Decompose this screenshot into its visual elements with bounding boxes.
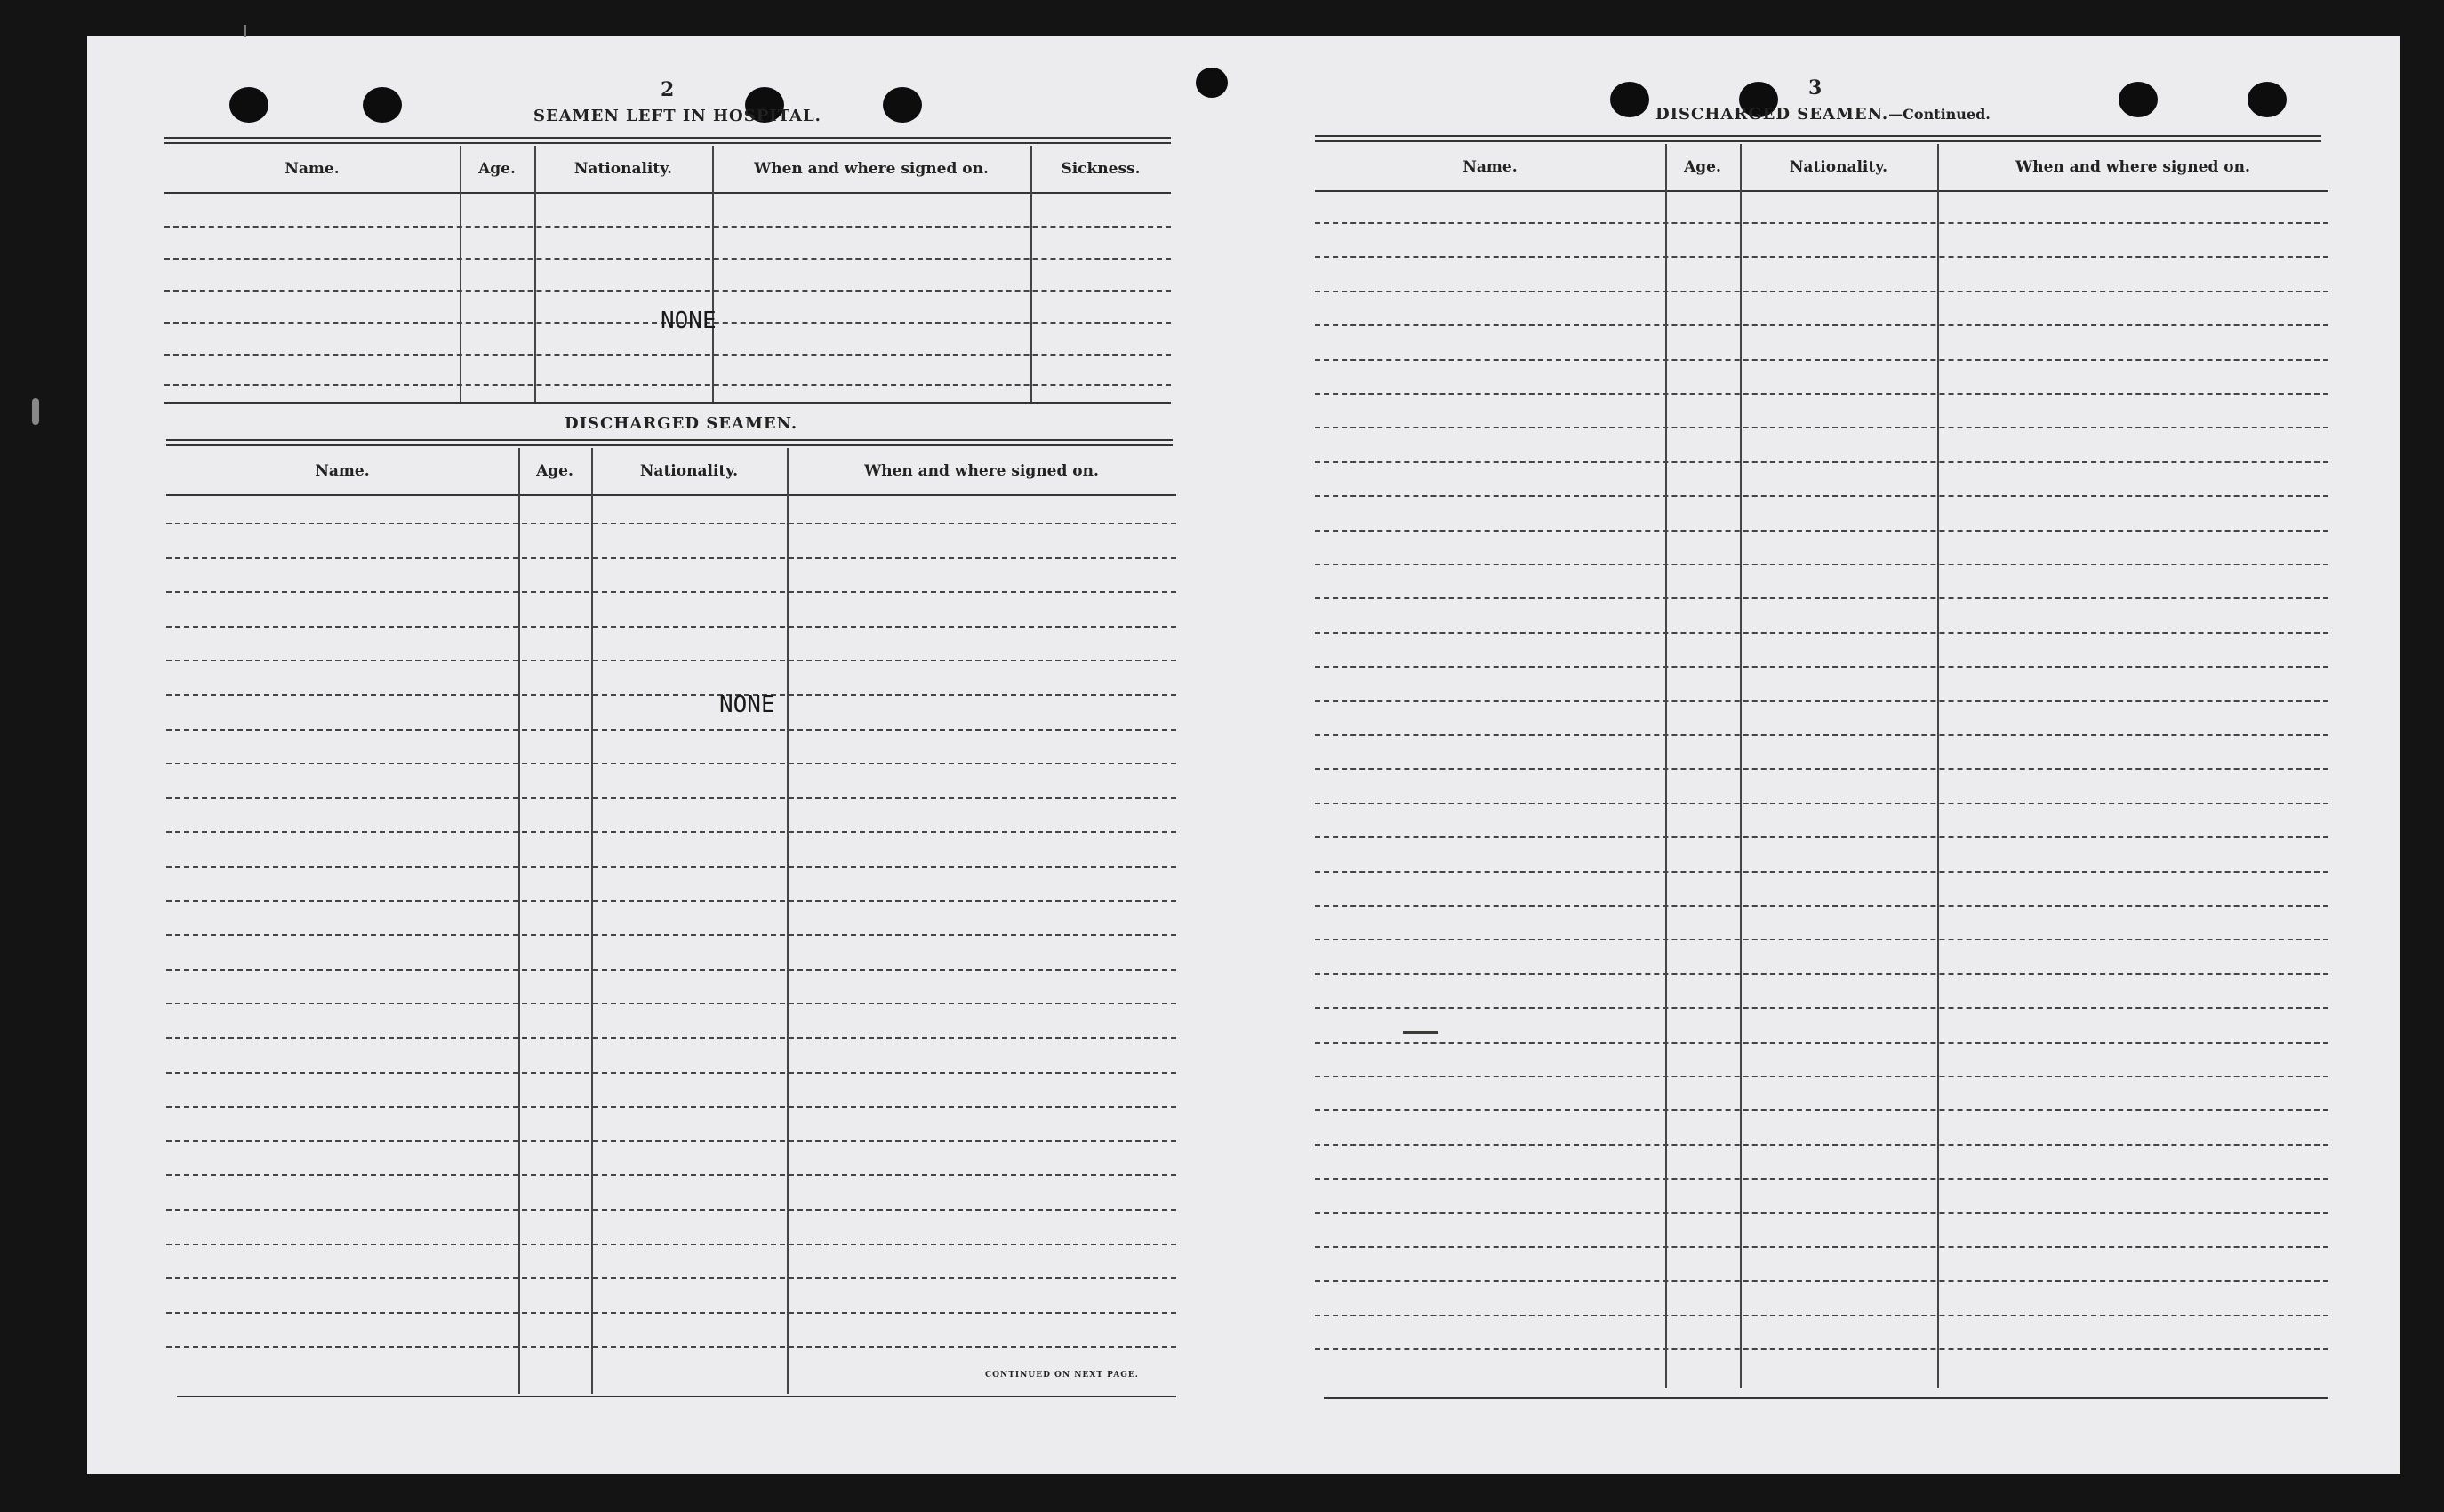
column-divider	[1740, 144, 1742, 1388]
discharged-continued-table	[1315, 144, 2328, 1403]
hospital-table	[164, 146, 1171, 404]
ruled-line	[166, 557, 1176, 559]
ruled-line	[166, 660, 1176, 661]
ruled-line	[1315, 871, 2328, 873]
ruled-line	[166, 797, 1176, 799]
ruled-line	[166, 1244, 1176, 1245]
ruled-line	[1315, 1348, 2328, 1350]
ruled-line	[1315, 1315, 2328, 1316]
scan-mark	[32, 398, 39, 425]
document-sheet	[87, 36, 2400, 1474]
title-text: DISCHARGED SEAMEN.	[1655, 105, 1889, 124]
ruled-line	[166, 1312, 1176, 1314]
ruled-line	[166, 1346, 1176, 1348]
column-header-nationality: Nationality.	[573, 160, 673, 178]
punch-hole	[2119, 82, 2158, 117]
punch-hole	[1196, 68, 1228, 98]
ruled-line	[164, 258, 1171, 260]
column-divider	[1937, 144, 1939, 1388]
column-divider	[460, 146, 461, 404]
ruled-line	[1315, 1109, 2328, 1111]
ruled-line	[164, 354, 1171, 356]
column-header-nationality: Nationality.	[1789, 158, 1888, 176]
column-header-age: Age.	[536, 462, 573, 480]
ruled-line	[1315, 905, 2328, 907]
ruled-line	[166, 591, 1176, 593]
column-divider	[712, 146, 714, 404]
ruled-line	[1315, 1042, 2328, 1044]
continued-note: CONTINUED ON NEXT PAGE.	[985, 1371, 1139, 1380]
ruled-line	[1315, 1178, 2328, 1180]
ruled-line	[1315, 1280, 2328, 1282]
ruled-line	[166, 763, 1176, 764]
column-header-sickness: Sickness.	[1061, 160, 1141, 178]
ruled-line	[1315, 461, 2328, 463]
scan-mark	[1403, 1031, 1438, 1034]
ruled-line	[1315, 700, 2328, 702]
ruled-line	[166, 1174, 1176, 1176]
ruled-line	[166, 626, 1176, 628]
table-bottom-rule	[177, 1396, 1176, 1397]
ruled-line	[1315, 1246, 2328, 1248]
ruled-line	[1315, 324, 2328, 326]
ruled-line	[166, 866, 1176, 868]
ruled-line	[166, 1106, 1176, 1108]
ruled-line	[1315, 291, 2328, 292]
ruled-line	[1315, 495, 2328, 497]
table-bottom-rule	[1324, 1397, 2328, 1399]
column-header-name: Name.	[315, 462, 370, 480]
ruled-line	[166, 1037, 1176, 1039]
column-divider	[787, 448, 789, 1394]
ruled-line	[1315, 597, 2328, 599]
section-title-hospital: SEAMEN LEFT IN HOSPITAL.	[533, 107, 821, 125]
ruled-line	[1315, 973, 2328, 975]
discharged-table	[166, 448, 1176, 1401]
ruled-line	[166, 694, 1176, 696]
title-rule	[164, 137, 1171, 144]
ruled-line	[166, 900, 1176, 902]
ruled-line	[1315, 256, 2328, 258]
punch-hole	[883, 87, 922, 123]
column-header-age: Age.	[478, 160, 516, 178]
ruled-line	[166, 934, 1176, 936]
ruled-line	[166, 1277, 1176, 1279]
ruled-line	[1315, 734, 2328, 736]
stamp-none: NONE	[661, 308, 717, 334]
ruled-line	[1315, 427, 2328, 428]
table-bottom-rule	[164, 402, 1171, 404]
column-header-nationality: Nationality.	[639, 462, 739, 480]
page-number: 2	[661, 78, 675, 101]
stamp-none: NONE	[719, 692, 775, 718]
ruled-line	[1315, 359, 2328, 361]
column-divider	[1665, 144, 1667, 1388]
section-title-discharged: DISCHARGED SEAMEN.	[565, 414, 798, 433]
column-divider	[534, 146, 536, 404]
ruled-line	[166, 1072, 1176, 1074]
ruled-line	[1315, 222, 2328, 224]
ruled-line	[166, 1209, 1176, 1211]
ruled-line	[164, 226, 1171, 228]
ruled-line	[1315, 1007, 2328, 1009]
ruled-line	[164, 290, 1171, 292]
ruled-line	[1315, 803, 2328, 804]
punch-hole	[229, 87, 268, 123]
column-header-name: Name.	[284, 160, 340, 178]
ruled-line	[1315, 1144, 2328, 1146]
ruled-line	[1315, 1076, 2328, 1077]
column-divider	[591, 448, 593, 1394]
ruled-line	[1315, 939, 2328, 940]
ruled-line	[1315, 393, 2328, 395]
column-divider	[518, 448, 520, 1394]
column-divider	[1030, 146, 1032, 404]
scan-mark	[244, 25, 246, 37]
punch-hole	[2248, 82, 2287, 117]
punch-hole	[1610, 82, 1649, 117]
column-header-signed-on: When and where signed on.	[754, 160, 989, 178]
ruled-line	[164, 384, 1171, 386]
title-rule	[1315, 135, 2321, 142]
ruled-line	[1315, 1212, 2328, 1214]
ruled-line	[1315, 768, 2328, 770]
ruled-line	[166, 523, 1176, 524]
ruled-line	[166, 1003, 1176, 1004]
ruled-line	[1315, 836, 2328, 838]
ruled-line	[1315, 632, 2328, 634]
ruled-line	[166, 969, 1176, 971]
ruled-line	[166, 729, 1176, 731]
column-header-age: Age.	[1684, 158, 1721, 176]
section-title-discharged-continued	[1655, 105, 1991, 124]
column-header-name: Name.	[1462, 158, 1518, 176]
ruled-line	[166, 831, 1176, 833]
title-suffix: —Continued.	[1888, 106, 1991, 123]
ruled-line	[166, 1140, 1176, 1142]
column-header-signed-on: When and where signed on.	[864, 462, 1099, 480]
punch-hole	[363, 87, 402, 123]
ruled-line	[1315, 530, 2328, 532]
page-number: 3	[1808, 76, 1823, 100]
ruled-line	[1315, 564, 2328, 565]
ruled-line	[1315, 666, 2328, 668]
column-header-signed-on: When and where signed on.	[2015, 158, 2250, 176]
title-rule	[166, 439, 1173, 446]
